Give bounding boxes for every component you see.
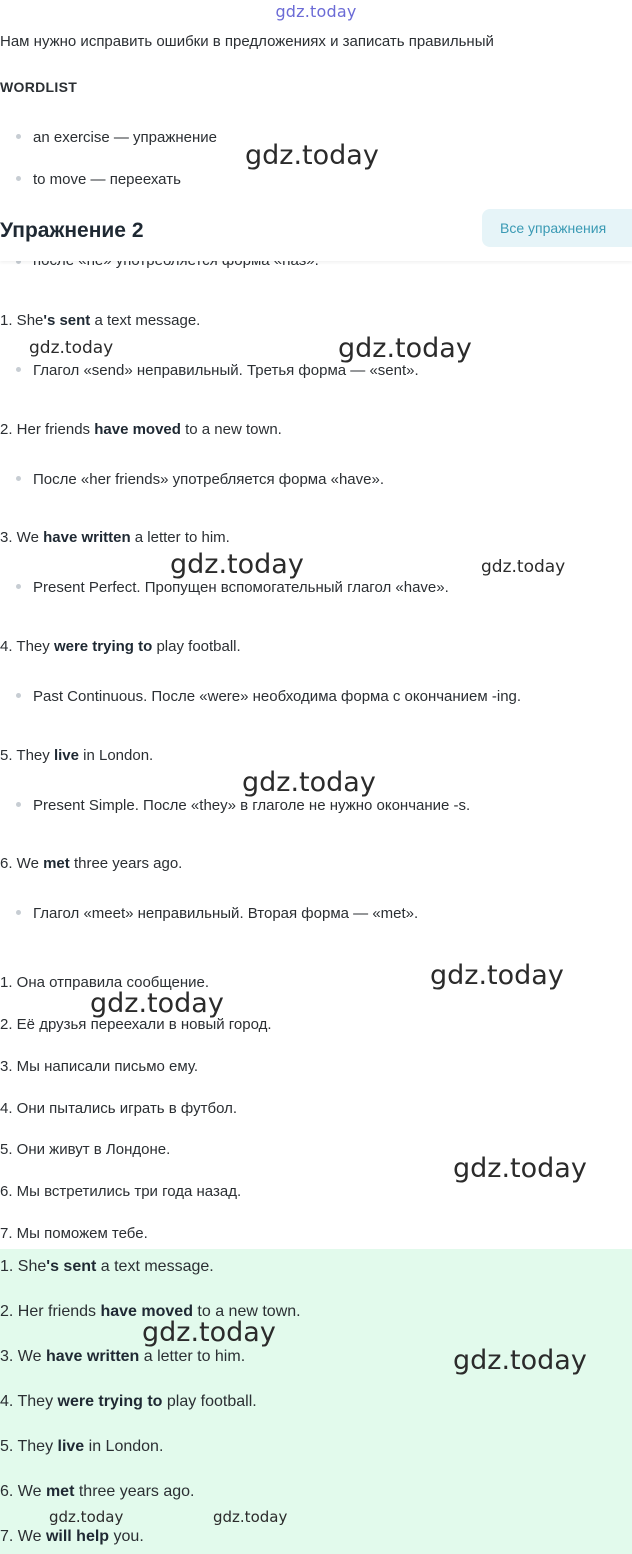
- item-number: 5.: [0, 1438, 14, 1455]
- correction-note: [0, 579, 449, 596]
- sentence-part: Her friends: [12, 421, 95, 438]
- corrected-part: live: [53, 747, 79, 764]
- item-number: 6.: [0, 1483, 14, 1500]
- item-number: 6.: [0, 855, 13, 872]
- watermark: gdz.today: [481, 557, 566, 577]
- sentence-part: We: [13, 1483, 46, 1500]
- corrected-part: met: [45, 1483, 75, 1500]
- answer-box: [0, 1249, 632, 1554]
- sentence-part: a text message.: [90, 312, 201, 329]
- correction-sentence: [0, 529, 230, 546]
- note-text: После «her friends» употребляется форма «have».: [33, 471, 384, 488]
- note-text: Present Simple. После «they» в глаголе не нужно окончание -s.: [33, 797, 471, 814]
- corrected-part: have written: [45, 1348, 140, 1365]
- wordlist-item-text: an exercise — упражнение: [33, 129, 218, 146]
- sentence-part: We: [12, 529, 44, 546]
- bullet-icon: [16, 693, 21, 698]
- answer-line: [0, 1483, 194, 1501]
- watermark: gdz.today: [29, 338, 114, 358]
- sentence-part: to a new town.: [192, 1303, 301, 1320]
- bullet-icon: [16, 367, 21, 372]
- translation-line: 1. Она отправила сообщение.: [0, 974, 210, 991]
- bullet-icon: [16, 176, 21, 181]
- corrected-part: have moved: [100, 1303, 193, 1320]
- sentence-part: a letter to him.: [139, 1348, 246, 1365]
- sentence-part: They: [12, 638, 54, 655]
- item-number: 1.: [0, 312, 13, 329]
- item-number: 4.: [0, 1393, 14, 1410]
- sentence-part: a letter to him.: [130, 529, 230, 546]
- correction-note: [0, 688, 521, 705]
- translation-line: 7. Мы поможем тебе.: [0, 1225, 148, 1242]
- sentence-part: Her friends: [13, 1303, 101, 1320]
- corrected-part: met: [43, 855, 70, 872]
- translation-line: 4. Они пытались играть в футбол.: [0, 1100, 237, 1117]
- note-text: Past Continuous. После «were» необходима форма с окончанием -ing.: [33, 688, 522, 705]
- watermark: gdz.today: [338, 333, 472, 364]
- corrected-part: have moved: [94, 421, 181, 438]
- wordlist-item-text: to move — переехать: [33, 171, 181, 188]
- item-number: 2.: [0, 421, 13, 438]
- site-logo[interactable]: gdz.today: [275, 2, 357, 21]
- sentence-part: We: [12, 855, 44, 872]
- watermark: gdz.today: [453, 1345, 587, 1376]
- bullet-icon: [16, 134, 21, 139]
- item-number: 3.: [0, 1348, 14, 1365]
- corrected-part: were trying to: [57, 1393, 163, 1410]
- corrected-part: were trying to: [53, 638, 153, 655]
- bullet-icon: [16, 476, 21, 481]
- wordlist-title: WORDLIST: [0, 79, 78, 95]
- bullet-icon: [16, 802, 21, 807]
- watermark: gdz.today: [242, 767, 376, 798]
- watermark: gdz.today: [170, 549, 304, 580]
- bullet-icon: [16, 584, 21, 589]
- sentence-part: to a new town.: [180, 421, 282, 438]
- answer-line: [0, 1303, 301, 1321]
- correction-note: [0, 905, 418, 922]
- correction-sentence: [0, 312, 200, 329]
- answer-line: [0, 1393, 257, 1411]
- item-number: 7.: [0, 1528, 14, 1545]
- all-exercises-button[interactable]: Все упражнения: [482, 209, 632, 247]
- corrected-part: 's sent: [46, 1258, 97, 1275]
- translation-line: 2. Её друзья переехали в новый город.: [0, 1016, 272, 1033]
- answer-line: [0, 1348, 245, 1366]
- bullet-icon: [16, 910, 21, 915]
- item-number: 3.: [0, 529, 13, 546]
- sentence-part: three years ago.: [69, 855, 183, 872]
- correction-sentence: [0, 747, 153, 764]
- sentence-part: They: [13, 1393, 58, 1410]
- correction-sentence: [0, 421, 282, 438]
- sentence-part: in London.: [84, 1438, 164, 1455]
- item-number: 2.: [0, 1303, 14, 1320]
- answer-line: [0, 1528, 144, 1546]
- correction-sentence: [0, 638, 241, 655]
- sentence-part: They: [13, 1438, 58, 1455]
- sentence-part: She: [12, 312, 44, 329]
- wordlist-item: [0, 129, 217, 146]
- sentence-part: We: [13, 1348, 46, 1365]
- translation-line: 5. Они живут в Лондоне.: [0, 1141, 171, 1158]
- translation-line: 3. Мы написали письмо ему.: [0, 1058, 199, 1075]
- correction-sentence: [0, 855, 182, 872]
- corrected-part: will help: [45, 1528, 110, 1545]
- translation-line: 6. Мы встретились три года назад.: [0, 1183, 242, 1200]
- sentence-part: They: [12, 747, 54, 764]
- watermark: gdz.today: [245, 140, 379, 171]
- correction-note: [0, 797, 470, 814]
- watermark: gdz.today: [430, 960, 564, 991]
- correction-note: [0, 471, 384, 488]
- watermark: gdz.today: [90, 988, 224, 1019]
- watermark: gdz.today: [142, 1317, 276, 1348]
- corrected-part: have written: [43, 529, 131, 546]
- sentence-part: a text message.: [96, 1258, 214, 1275]
- wordlist-item: [0, 171, 181, 188]
- section-title: Упражнение 2: [0, 219, 144, 242]
- sentence-part: three years ago.: [74, 1483, 195, 1500]
- exercise-header: [0, 205, 632, 261]
- note-text: Глагол «meet» неправильный. Вторая форма — «met».: [33, 905, 419, 922]
- watermark: gdz.today: [453, 1153, 587, 1184]
- corrected-part: live: [57, 1438, 85, 1455]
- intro-text: Нам нужно исправить ошибки в предложениях и записать правильный: [0, 33, 494, 50]
- item-number: 4.: [0, 638, 13, 655]
- note-text: Глагол «send» неправильный. Третья форма — «sent».: [33, 362, 419, 379]
- watermark: gdz.today: [49, 1508, 124, 1526]
- correction-note: [0, 362, 419, 379]
- watermark: gdz.today: [213, 1508, 288, 1526]
- item-number: 1.: [0, 1258, 14, 1275]
- sentence-part: We: [13, 1528, 46, 1545]
- answer-line: [0, 1258, 214, 1276]
- sentence-part: in London.: [78, 747, 154, 764]
- answer-line: [0, 1438, 163, 1456]
- item-number: 5.: [0, 747, 13, 764]
- sentence-part: play football.: [162, 1393, 257, 1410]
- note-text: Present Perfect. Пропущен вспомогательный глагол «have».: [33, 579, 449, 596]
- sentence-part: play football.: [152, 638, 241, 655]
- corrected-part: 's sent: [43, 312, 91, 329]
- sentence-part: She: [13, 1258, 47, 1275]
- sentence-part: you.: [109, 1528, 144, 1545]
